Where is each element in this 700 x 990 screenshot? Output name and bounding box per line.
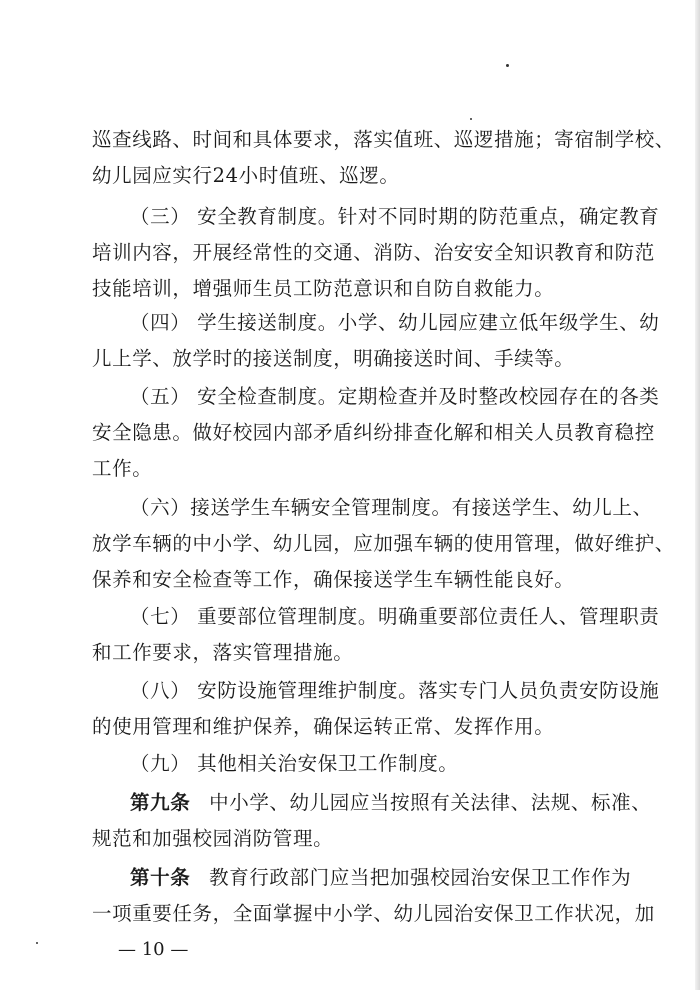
article-9-heading: 第九条 <box>130 791 191 814</box>
article-9-line <box>130 789 652 817</box>
text-line: （四） 学生接送制度。小学、幼儿园应建立低年级学生、幼 <box>130 311 660 334</box>
text-line: 巡查线路、时间和具体要求，落实值班、巡逻措施；寄宿制学校、 <box>92 128 675 151</box>
text-line: 的使用管理和维护保养，确保运转正常、发挥作用。 <box>92 715 555 738</box>
article-10-heading: 第十条 <box>130 866 191 889</box>
text-line: 和工作要求，落实管理措施。 <box>92 641 354 664</box>
text-line: （六）接送学生车辆安全管理制度。有接送学生、幼儿上、 <box>130 496 653 519</box>
scan-speck <box>36 942 38 944</box>
text-line: （七） 重要部位管理制度。明确重要部位责任人、管理职责 <box>130 605 660 628</box>
text-line: 培训内容，开展经常性的交通、消防、治安安全知识教育和防范 <box>92 241 655 264</box>
scan-speck <box>506 64 509 67</box>
text-line: 保养和安全检查等工作，确保接送学生车辆性能良好。 <box>92 568 575 591</box>
text-line: 工作。 <box>92 457 153 480</box>
text-line: 规范和加强校园消防管理。 <box>92 827 334 850</box>
page-number: — 10 — <box>118 939 189 960</box>
text-line: （八） 安防设施管理维护制度。落实专门人员负责安防设施 <box>130 679 660 702</box>
text-line: （三） 安全教育制度。针对不同时期的防范重点，确定教育 <box>130 205 660 228</box>
article-9-text: 中小学、幼儿园应当按照有关法律、法规、标准、 <box>209 791 652 814</box>
text-line: 儿上学、放学时的接送制度，明确接送时间、手续等。 <box>92 347 575 370</box>
text-line: 安全隐患。做好校园内部矛盾纠纷排查化解和相关人员教育稳控 <box>92 421 655 444</box>
text-line: 一项重要任务，全面掌握中小学、幼儿园治安保卫工作状况，加 <box>92 902 655 925</box>
text-line: （五） 安全检查制度。定期检查并及时整改校园存在的各类 <box>130 385 660 408</box>
text-line: 幼儿园应实行24小时值班、巡逻。 <box>92 164 400 187</box>
scan-speck <box>470 118 472 120</box>
text-line: 技能培训，增强师生员工防范意识和自防自救能力。 <box>92 277 555 300</box>
text-line: 放学车辆的中小学、幼儿园，应加强车辆的使用管理，做好维护、 <box>92 532 675 555</box>
article-10-text: 教育行政部门应当把加强校园治安保卫工作作为 <box>209 866 632 889</box>
scan-edge <box>695 0 700 990</box>
article-10-line <box>130 864 632 892</box>
text-line: （九） 其他相关治安保卫工作制度。 <box>130 752 459 775</box>
